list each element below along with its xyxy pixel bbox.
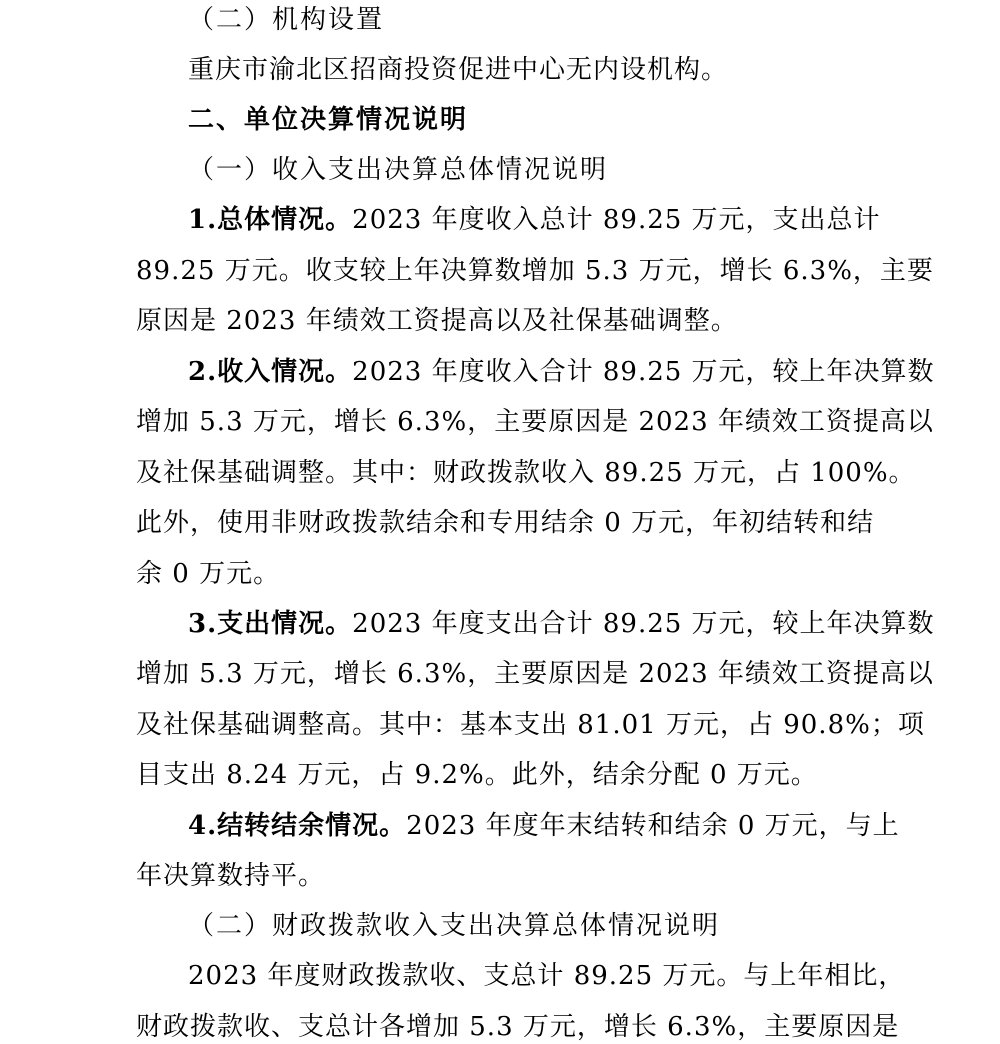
label-income: 2.收入情况。: [188, 357, 353, 387]
text-carryover-1: 2023 年度年末结转和结余 0 万元，与上: [406, 811, 900, 841]
paragraph-overall-line-1: [188, 203, 881, 237]
label-carryover: 4.结转结余情况。: [188, 811, 407, 841]
paragraph-fiscal-line-1: 2023 年度财政拨款收、支总计 89.25 万元。与上年相比，: [188, 961, 906, 991]
text-expense-1: 2023 年度支出合计 89.25 万元，较上年决算数: [352, 609, 935, 639]
paragraph-income-line-1: [188, 355, 935, 389]
paragraph-income-line-4: 此外，使用非财政拨款结余和专用结余 0 万元，年初结转和结: [136, 508, 875, 538]
subsection-title-fiscal-appropriation: （二）财政拨款收入支出决算总体情况说明: [188, 911, 721, 941]
label-overall: 1.总体情况。: [188, 205, 353, 235]
text-overall-1: 2023 年度收入总计 89.25 万元，支出总计: [352, 205, 881, 235]
paragraph-expense-line-2: 增加 5.3 万元，增长 6.3%，主要原因是 2023 年绩效工资提高以: [136, 659, 934, 689]
paragraph-org-setup: 重庆市渝北区招商投资促进中心无内设机构。: [188, 55, 729, 85]
part-heading-unit-final-accounts: 二、单位决算情况说明: [188, 105, 469, 135]
paragraph-expense-line-3: 及社保基础调整高。其中：基本支出 81.01 万元，占 90.8%；项: [136, 710, 925, 740]
paragraph-carryover-line-1: [188, 809, 900, 843]
subsection-title-income-expense: （一）收入支出决算总体情况说明: [188, 155, 609, 185]
label-expense: 3.支出情况。: [188, 609, 353, 639]
paragraph-income-line-2: 增加 5.3 万元，增长 6.3%，主要原因是 2023 年绩效工资提高以: [136, 407, 934, 437]
paragraph-overall-line-3: 原因是 2023 年绩效工资提高以及社保基础调整。: [136, 306, 738, 336]
paragraph-fiscal-line-2: 财政拨款收、支总计各增加 5.3 万元，增长 6.3%，主要原因是: [136, 1012, 900, 1042]
section-title-org-setup: （二）机构设置: [188, 5, 385, 35]
paragraph-overall-line-2: 89.25 万元。收支较上年决算数增加 5.3 万元，增长 6.3%，主要: [136, 256, 934, 286]
paragraph-income-line-3: 及社保基础调整。其中：财政拨款收入 89.25 万元，占 100%。: [136, 458, 916, 488]
paragraph-income-line-5: 余 0 万元。: [136, 559, 281, 589]
text-income-1: 2023 年度收入合计 89.25 万元，较上年决算数: [352, 357, 935, 387]
paragraph-carryover-line-2: 年决算数持平。: [136, 861, 326, 891]
paragraph-expense-line-1: [188, 607, 935, 641]
paragraph-expense-line-4: 目支出 8.24 万元，占 9.2%。此外，结余分配 0 万元。: [136, 760, 818, 790]
